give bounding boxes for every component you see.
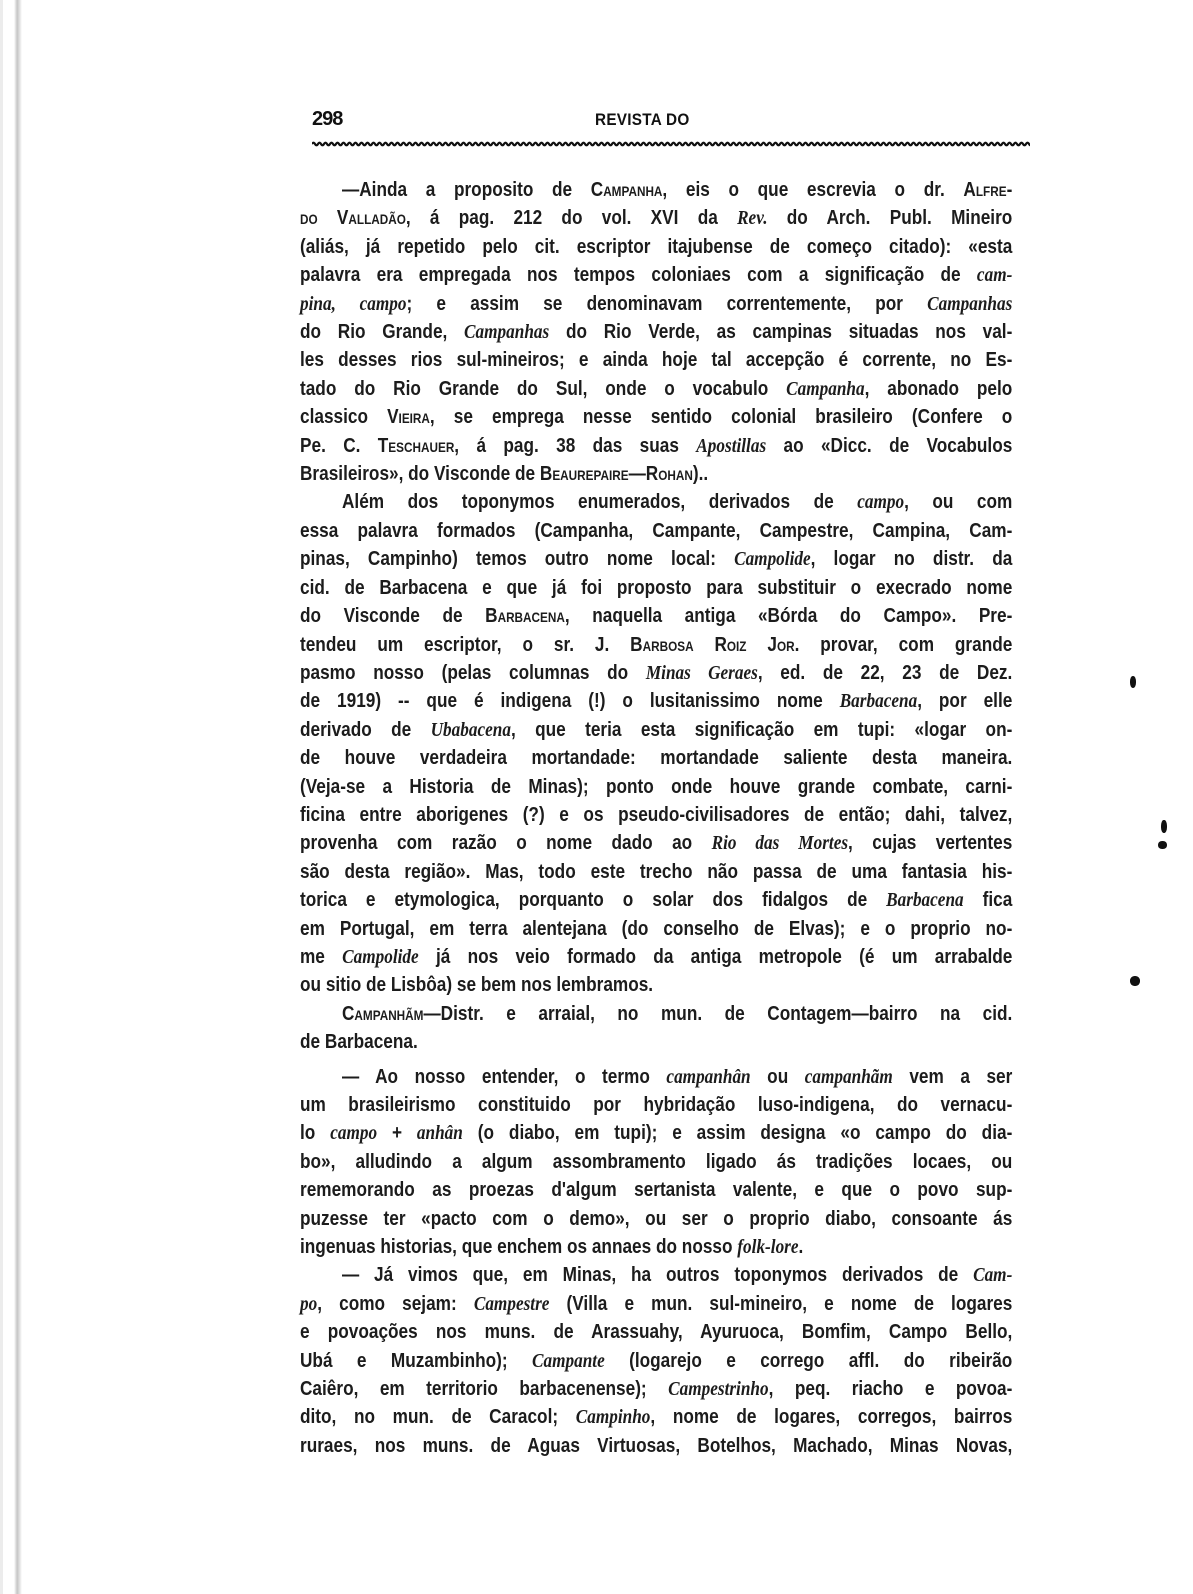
text-line <box>300 1290 1012 1318</box>
text-line <box>300 488 1012 516</box>
text-line <box>300 1000 1012 1028</box>
text-run: Além dos toponymos enumerados, derivados de <box>342 490 858 514</box>
wavy-rule-svg <box>312 141 1030 147</box>
text-line <box>300 1205 1012 1233</box>
text-run: , ed. de 22, 23 de Dez. <box>757 660 1013 684</box>
text-run: Caiêro, em territorio barbacenense); <box>300 1377 669 1401</box>
italic-term: Campestrinho <box>668 1378 769 1401</box>
text-line <box>300 829 1012 857</box>
italic-term: Campestre <box>473 1292 550 1315</box>
text-line <box>300 375 1012 403</box>
paragraph-p3 <box>300 1000 1013 1057</box>
header-wavy-rule <box>312 141 1030 146</box>
text-line <box>300 631 1012 659</box>
italic-term: Campanhas <box>464 321 550 344</box>
italic-term: Rio das Mortes <box>711 832 849 855</box>
text-run: são desta região». Mas, todo este trecho não passa de uma fantasia his- <box>300 859 1013 883</box>
small-caps-name: Campanha <box>590 178 663 201</box>
italic-term: folk-lore <box>737 1236 799 1259</box>
italic-term: Cam- <box>973 1264 1013 1287</box>
text-run: ao «Dicc. de Vocabulos <box>766 433 1013 457</box>
text-run: (Villa e mun. sul-mineiro, e nome de logares <box>549 1291 1013 1315</box>
text-line <box>300 1119 1012 1147</box>
text-line <box>300 602 1012 630</box>
text-run: classico <box>300 405 388 429</box>
text-run: torica e etymologica, porquanto o solar dos fidalgos de <box>300 888 887 912</box>
small-caps-name: Alfre- <box>963 178 1013 201</box>
text-line <box>300 1375 1012 1403</box>
text-line <box>300 1091 1012 1119</box>
text-run: , nome de logares, corregos, bairros <box>650 1405 1013 1429</box>
text-run: rememorando as proezas d'algum sertanista valente, e que o povo sup- <box>300 1178 1013 1202</box>
italic-term: Apostillas <box>696 434 767 457</box>
text-run: les desses rios sul-mineiros; e ainda hoje tal accepção é corrente, no Es- <box>300 348 1013 372</box>
text-line <box>300 1028 1012 1056</box>
italic-term: Campanha <box>786 377 865 400</box>
text-line <box>300 659 1012 687</box>
text-line <box>300 687 1012 715</box>
text-run: —Ainda a proposito de <box>342 178 591 201</box>
text-run: puzesse ter «pacto com o demo», ou ser o proprio diabo, consoante ás <box>300 1206 1013 1230</box>
text-run: palavra era empregada nos tempos coloniaes com a significação de <box>300 263 977 287</box>
paragraph-p5 <box>300 1261 1013 1460</box>
text-run: lo <box>300 1121 331 1145</box>
text-run: ou sitio de Lisbôa) se bem nos lembramos. <box>300 973 654 997</box>
text-line <box>300 1261 1012 1289</box>
text-line <box>300 1432 1012 1460</box>
text-run: ficina entre aborigenes (?) e os pseudo-civilisadores de então; dahi, talvez, <box>300 802 1013 826</box>
text-line <box>300 290 1012 318</box>
page-binding-edge <box>14 0 22 1594</box>
running-head: REVISTA DO <box>595 110 690 129</box>
text-run: de houve verdadeira mortandade: mortandade saliente desta maneira. <box>300 746 1013 770</box>
text-line <box>300 886 1012 914</box>
text-run: bo», alludindo a algum assombramento ligado ás tradições locaes, ou <box>300 1149 1013 1173</box>
text-line <box>300 915 1012 943</box>
italic-term: pina, campo <box>300 292 407 315</box>
text-run: de 1919) -- que é indigena (!) o lusitanissimo nome <box>300 689 840 713</box>
small-caps-name: Barbacena <box>485 604 565 628</box>
text-run: , que teria esta significação em tupi: «logar on- <box>510 717 1013 741</box>
small-caps-name: Barbosa Roiz Jor. <box>630 632 800 656</box>
text-line <box>300 545 1012 573</box>
text-run: do Arch. Publ. Mineiro <box>767 206 1013 230</box>
italic-term: campanhân <box>666 1065 751 1088</box>
text-run: ingenuas historias, que enchem os annaes do nosso <box>300 1235 738 1259</box>
text-run: (aliás, já repetido pelo cit. escriptor itajubense de começo citado): «esta <box>300 234 1013 258</box>
italic-term: campo <box>857 491 905 514</box>
margin-ink-speck <box>1158 841 1167 849</box>
scan-edge-shadow <box>0 0 3 1594</box>
text-run: — Ao nosso entender, o termo <box>342 1064 667 1088</box>
text-line <box>300 801 1012 829</box>
text-line <box>300 1176 1012 1204</box>
text-run: provar, com grande <box>799 632 1013 656</box>
text-run: — Já vimos que, em Minas, ha outros toponymos derivados de <box>342 1263 974 1287</box>
text-run: , se emprega nesse sentido colonial brasileiro (Confere o <box>429 405 1013 429</box>
text-line <box>300 574 1012 602</box>
text-line <box>300 432 1012 460</box>
text-run: de Barbacena. <box>300 1030 418 1054</box>
text-run: fica <box>963 888 1013 912</box>
text-run: Brasileiros», do Visconde de <box>300 462 540 486</box>
text-run: , por elle <box>917 689 1013 713</box>
text-run: , abonado pelo <box>864 376 1013 400</box>
text-run: tendeu um escriptor, o sr. J. <box>300 632 631 656</box>
text-line <box>300 943 1012 971</box>
wavy-line <box>312 143 1030 146</box>
text-line <box>300 858 1012 886</box>
text-run: , naquella antiga «Bórda do Campo». Pre- <box>564 604 1013 628</box>
text-line <box>300 971 1012 999</box>
paragraph-p1 <box>300 176 1013 488</box>
text-run: dito, no mun. de Caracol; <box>300 1405 576 1429</box>
text-run: , á pag. 38 das suas <box>454 433 697 457</box>
text-run: ).. <box>692 462 709 486</box>
italic-term: campanhãm <box>804 1065 893 1088</box>
italic-term: Ubabacena <box>430 718 511 741</box>
text-run: , como sejam: <box>317 1291 474 1315</box>
italic-term: po <box>300 1292 318 1315</box>
text-run: (o diabo, em tupi); e assim designa «o campo do dia- <box>462 1121 1013 1145</box>
page-header <box>312 108 1030 138</box>
text-line <box>300 1148 1012 1176</box>
margin-ink-speck <box>1161 820 1167 833</box>
page-number: 298 <box>312 108 343 130</box>
text-run: tado do Rio Grande do Sul, onde o vocabulo <box>300 376 787 400</box>
text-run: do Visconde de <box>300 604 486 628</box>
italic-term: cam- <box>976 264 1013 287</box>
text-line <box>300 261 1012 289</box>
small-caps-name: Teschauer <box>377 433 455 457</box>
text-line <box>300 346 1012 374</box>
text-line <box>300 176 1012 204</box>
text-run: , cujas vertentes <box>848 831 1013 855</box>
text-run: ; e assim se denominavam correntemente, por <box>406 291 928 315</box>
paragraph-p2 <box>300 488 1013 999</box>
small-caps-name: do Valladão <box>300 206 406 230</box>
margin-ink-speck <box>1130 976 1140 986</box>
article-body <box>300 176 1013 1460</box>
text-line <box>300 773 1012 801</box>
text-run: Ubá e Muzambinho); <box>300 1348 532 1372</box>
text-line <box>300 233 1012 261</box>
text-run: um brasileirismo constituido por hybridação luso-indigena, do vernacu- <box>300 1093 1013 1116</box>
text-run: , logar no distr. da <box>810 547 1013 571</box>
text-run: do Rio Verde, as campinas situadas nos val- <box>549 320 1013 344</box>
text-run: (Veja-se a Historia de Minas); ponto onde houve grande combate, carni- <box>300 774 1013 798</box>
text-run: me <box>300 944 343 968</box>
italic-term: Campolide <box>342 945 419 968</box>
text-run: em Portugal, em terra alentejana (do conselho de Elvas); e o proprio no- <box>300 916 1013 940</box>
text-line <box>300 1063 1012 1091</box>
text-run: , peq. riacho e povoa- <box>768 1377 1013 1401</box>
text-run: provenha com razão o nome dado ao <box>300 831 712 855</box>
text-run: + <box>377 1121 417 1145</box>
small-caps-name: Campanhãm <box>342 1001 424 1025</box>
text-line <box>300 1347 1012 1375</box>
text-run: já nos veio formado da antiga metropole (é um arrabalde <box>418 944 1013 968</box>
italic-term: Campolide <box>734 548 811 571</box>
text-line <box>300 204 1012 232</box>
italic-term: Campanhas <box>927 292 1013 315</box>
margin-ink-speck <box>1130 676 1136 688</box>
italic-term: campo <box>330 1122 378 1145</box>
text-run: ou <box>750 1064 805 1088</box>
text-line <box>300 1403 1012 1431</box>
text-run: essa palavra formados (Campanha, Campante, Campestre, Campina, Cam- <box>300 518 1013 542</box>
italic-term: anhân <box>416 1122 463 1145</box>
text-run: , ou com <box>904 490 1013 514</box>
text-line <box>300 517 1012 545</box>
small-caps-name: Beaurepaire—Rohan <box>539 462 693 486</box>
text-run: , á pag. 212 do vol. XVI da <box>405 206 738 230</box>
text-run: . <box>798 1235 804 1259</box>
text-run: vem a ser <box>892 1064 1013 1088</box>
text-run: derivado de <box>300 717 431 741</box>
text-line <box>300 716 1012 744</box>
text-run: ruraes, nos muns. de Aguas Virtuosas, Botelhos, Machado, Minas Novas, <box>300 1433 1013 1457</box>
text-run: cid. de Barbacena e que já foi proposto para substituir o execrado nome <box>300 575 1013 599</box>
text-line <box>300 403 1012 431</box>
text-run: Pe. C. <box>300 433 378 457</box>
italic-term: Campinho <box>575 1406 651 1429</box>
text-line <box>300 1318 1012 1346</box>
text-run: pinas, Campinho) temos outro nome local: <box>300 547 735 571</box>
text-line <box>300 460 1012 488</box>
text-run: (logarejo e corrego affl. do ribeirão <box>604 1348 1013 1372</box>
text-run: , eis o que escrevia o dr. <box>662 178 964 201</box>
italic-term: Barbacena <box>886 889 964 912</box>
text-line <box>300 744 1012 772</box>
paragraph-p4 <box>300 1063 1013 1262</box>
small-caps-name: Vieira <box>387 405 430 429</box>
italic-term: Minas Geraes <box>645 661 758 684</box>
text-run: do Rio Grande, <box>300 320 465 344</box>
text-line <box>300 318 1012 346</box>
text-line <box>300 1233 1012 1261</box>
text-run: pasmo nosso (pelas columnas do <box>300 660 646 684</box>
italic-term: Barbacena <box>839 690 918 713</box>
italic-term: Rev. <box>737 207 768 230</box>
text-run: —Distr. e arraial, no mun. de Contagem—bairro na cid. <box>423 1001 1013 1025</box>
text-run: e povoações nos muns. de Arassuahy, Ayuruoca, Bomfim, Campo Bello, <box>300 1320 1013 1344</box>
italic-term: Campante <box>531 1349 605 1372</box>
